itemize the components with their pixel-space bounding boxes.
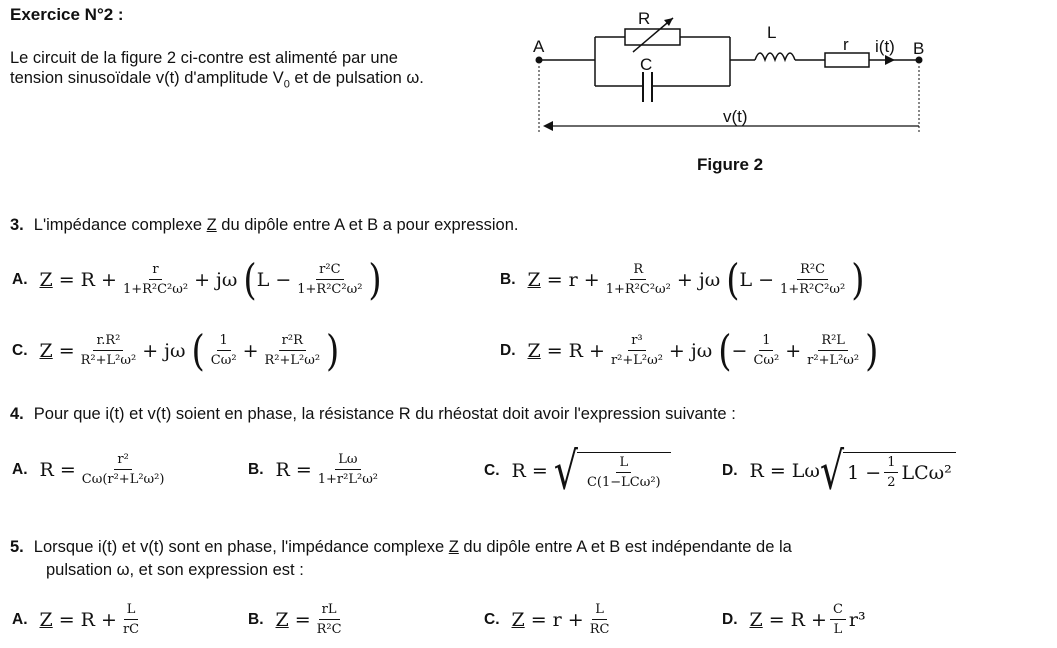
- q4-option-d[interactable]: D. R = Lω √ 1 − $\frac{1}{2}$ LCω²: [722, 452, 956, 490]
- q5-option-c[interactable]: C. Z = r + $\frac{L}{RC}$: [484, 602, 615, 637]
- question-5-text-line-2: pulsation ω, et son expression est :: [46, 561, 304, 579]
- resistor-r: [825, 53, 869, 67]
- q3-d-formula: Z = R + $\frac{\text{r³}}{\text{r²+L²ω²}}$ + jω ( − $\frac{1}{\text{Cω²}}$ + $\frac{\text{R²L}}{\text{r²+L²ω²}}$ ): [527, 325, 879, 376]
- rheostat-resistor: [625, 29, 680, 45]
- q5-option-a[interactable]: A. Z = R + $\frac{L}{rC}$: [12, 602, 145, 637]
- inductor-coil: [755, 53, 795, 60]
- q4-a-formula: R = $\frac{\text{r²}}{\text{Cω(r²+L²ω²)}}$: [39, 452, 165, 487]
- q3-a-formula: Z = R + $\frac{r}{\text{1+R²C²ω²}}$ + jω ( L − $\frac{\text{r²C}}{\text{1+R²C²ω²}}$ ): [39, 254, 382, 305]
- q3-option-a[interactable]: A. Z = R + $\frac{r}{\text{1+R²C²ω²}}$ + jω ( L − $\frac{\text{r²C}}{\text{1+R²C²ω²}}$ ): [12, 254, 382, 305]
- label-r-rheostat: R: [638, 9, 651, 28]
- q4-option-b[interactable]: B. R = $\frac{L\omega}{\text{1+r²L²ω²}}$: [248, 452, 384, 487]
- q3-c-formula: Z = $\frac{\text{r.R²}}{\text{R²+L²ω²}}$ + jω ( $\frac{1}{\text{Cω²}}$ + $\frac{\text{r²R}}{\text{R²+L²ω²}}$ ): [39, 325, 340, 376]
- q5-c-formula: Z = r + $\frac{L}{RC}$: [511, 602, 610, 637]
- q5-option-d[interactable]: D. Z = R + $\frac{C}{L}$ r³: [722, 602, 866, 637]
- q5-option-b[interactable]: B. Z = $\frac{rL}{\text{R²C}}$: [248, 602, 348, 637]
- q4-c-formula: R = √ $\frac{L}{\text{C(1−LCω²)}}$: [512, 452, 671, 490]
- label-voltage: v(t): [723, 107, 748, 126]
- figure-caption: Figure 2: [697, 155, 764, 174]
- q5-b-formula: Z = $\frac{rL}{\text{R²C}}$: [275, 602, 342, 637]
- question-5-text: 5. Lorsque i(t) et v(t) sont en phase, l'impédance complexe Z du dipôle entre A et B est indépendante de la: [10, 538, 792, 556]
- question-3-text: 3. L'impédance complexe Z du dipôle entre A et B a pour expression.: [10, 216, 519, 234]
- q3-option-b[interactable]: B. Z = r + $\frac{R}{\text{1+R²C²ω²}}$ + jω ( L − $\frac{\text{R²C}}{\text{1+R²C²ω²}}$ ): [500, 254, 865, 305]
- label-a: A: [533, 37, 545, 56]
- label-c: C: [640, 55, 653, 74]
- question-4-text: 4. Pour que i(t) et v(t) soient en phase, la résistance R du rhéostat doit avoir l'expression suivante :: [10, 405, 736, 423]
- label-b: B: [913, 39, 925, 58]
- label-current: i(t): [875, 37, 895, 56]
- q4-option-a[interactable]: A. R = $\frac{\text{r²}}{\text{Cω(r²+L²ω²)}}$: [12, 452, 170, 487]
- q4-d-formula: R = Lω √ 1 − $\frac{1}{2}$ LCω²: [750, 452, 956, 490]
- q5-a-formula: Z = R + $\frac{L}{rC}$: [39, 602, 140, 637]
- intro-paragraph: [10, 48, 510, 94]
- node-a-dot: [536, 57, 543, 64]
- intro-line-2: tension sinusoïdale v(t) d'amplitude $V_0$ et de pulsation ω.: [10, 69, 424, 91]
- label-l: L: [767, 23, 777, 42]
- q4-b-formula: R = $\frac{L\omega}{\text{1+r²L²ω²}}$: [275, 452, 379, 487]
- q3-option-c[interactable]: C. Z = $\frac{\text{r.R²}}{\text{R²+L²ω²}}$ + jω ( $\frac{1}{\text{Cω²}}$ + $\frac{\text{r²R}}{\text{R²+L²ω²}}$ ): [12, 325, 340, 376]
- q4-option-c[interactable]: C. R = √ $\frac{L}{\text{C(1−LCω²)}}$: [484, 452, 671, 490]
- label-r-small: r: [843, 35, 849, 54]
- exercise-title: Exercice N°2 :: [10, 5, 124, 24]
- q3-b-formula: Z = r + $\frac{R}{\text{1+R²C²ω²}}$ + jω ( L − $\frac{\text{R²C}}{\text{1+R²C²ω²}}$ ): [527, 254, 865, 305]
- q3-option-d[interactable]: D. Z = R + $\frac{\text{r³}}{\text{r²+L²ω²}}$ + jω ( − $\frac{1}{\text{Cω²}}$ + $\frac{\text{R²L}}{\text{r²+L²ω²}}$ ): [500, 325, 879, 376]
- intro-line-1: Le circuit de la figure 2 ci-contre est alimenté par une: [10, 49, 398, 67]
- q5-d-formula: Z = R + $\frac{C}{L}$ r³: [749, 602, 866, 637]
- circuit-diagram: [525, 0, 945, 150]
